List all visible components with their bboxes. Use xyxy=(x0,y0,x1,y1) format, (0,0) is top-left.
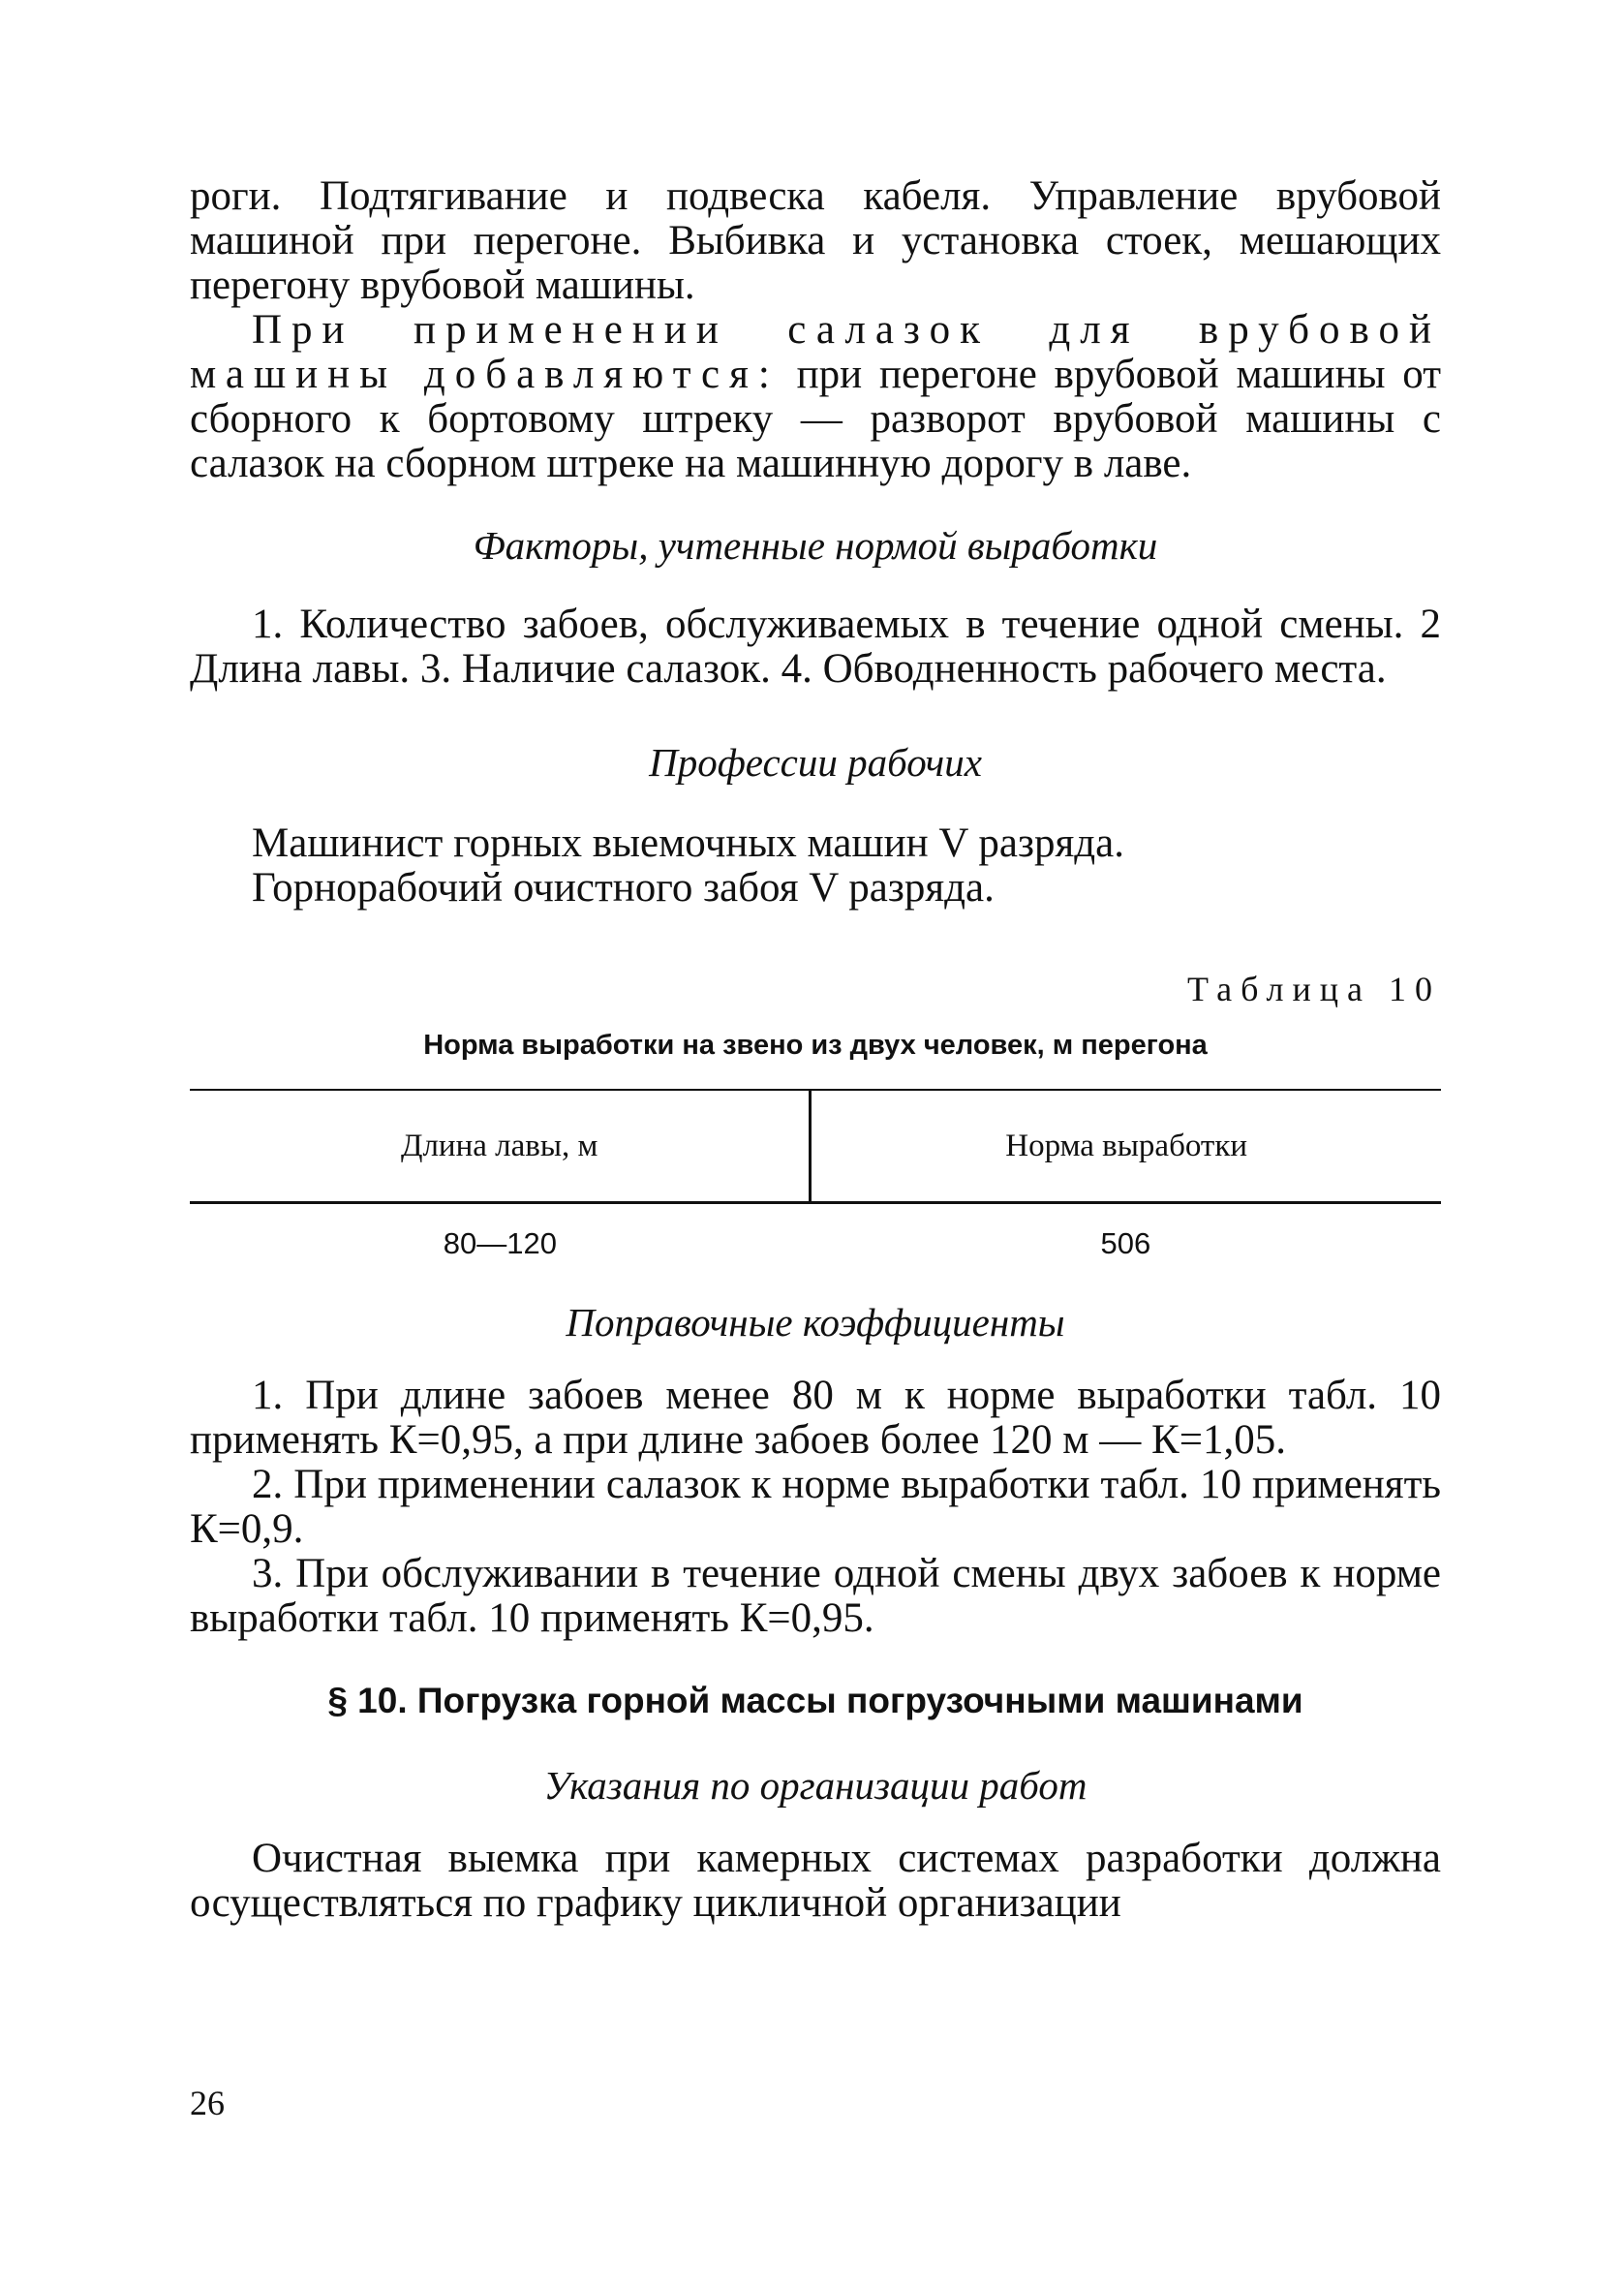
intro-paragraph-2 xyxy=(190,308,1441,486)
factors-text: 1. Количество забоев, обслуживаемых в течение одной смены. 2 Длина лавы. 3. Наличие салазок. 4. Обводненность рабочего места. xyxy=(190,602,1441,692)
table-header-row xyxy=(190,1090,1441,1203)
table-cell-norm: 506 xyxy=(1100,1226,1151,1260)
profession-item: Машинист горных выемочных машин V разряда. xyxy=(252,820,1124,866)
professions-heading: Профессии рабочих xyxy=(649,740,982,785)
spaced-emphasis: При применении салазок для врубовой машины добавляются: xyxy=(190,307,1441,397)
table-label: Таблица 10 xyxy=(1187,970,1441,1008)
page-number: 26 xyxy=(190,2084,225,2122)
norm-table xyxy=(190,1089,1441,1279)
section-subheading: Указания по организации работ xyxy=(543,1763,1088,1808)
profession-item: Горнорабочий очистного забоя V разряда. xyxy=(252,865,995,911)
column-header-norm: Норма выработки xyxy=(811,1090,1441,1203)
intro-paragraph-2-rest: при перегоне врубовой машины от сборного к бортовому штреку — разворот врубовой машины с салазок на сборном штреке на машинную дорогу в лаве. xyxy=(190,352,1441,486)
intro-paragraph-1: роги. Подтягивание и подвеска кабеля. Управление врубовой машиной при перегоне. Выбивка и установка стоек, мешающих перегону врубовой машины. xyxy=(190,173,1441,308)
coefficient-item: 3. При обслуживании в течение одной смены двух забоев к норме выработки табл. 10 применять К=0,95. xyxy=(190,1551,1441,1641)
coefficients-heading: Поправочные коэффициенты xyxy=(566,1300,1065,1345)
coefficient-item: 1. При длине забоев менее 80 м к норме выработки табл. 10 применять К=0,95, а при длине забоев более 120 м — К=1,05. xyxy=(190,1373,1441,1463)
document-page xyxy=(190,174,1441,1926)
table-cell-length: 80—120 xyxy=(443,1226,558,1260)
section-text: Очистная выемка при камерных системах разработки должна осуществляться по графику цикличной организации xyxy=(190,1836,1441,1926)
factors-heading: Факторы, учтенные нормой выработки xyxy=(473,523,1158,568)
coefficient-item: 2. При применении салазок к норме выработки табл. 10 применять К=0,9. xyxy=(190,1462,1441,1552)
table-title: Норма выработки на звено из двух человек, м перегона xyxy=(423,1030,1208,1061)
section-title: § 10. Погрузка горной массы погрузочными машинами xyxy=(327,1681,1303,1720)
column-header-length: Длина лавы, м xyxy=(190,1090,811,1203)
table-row xyxy=(190,1203,1441,1280)
